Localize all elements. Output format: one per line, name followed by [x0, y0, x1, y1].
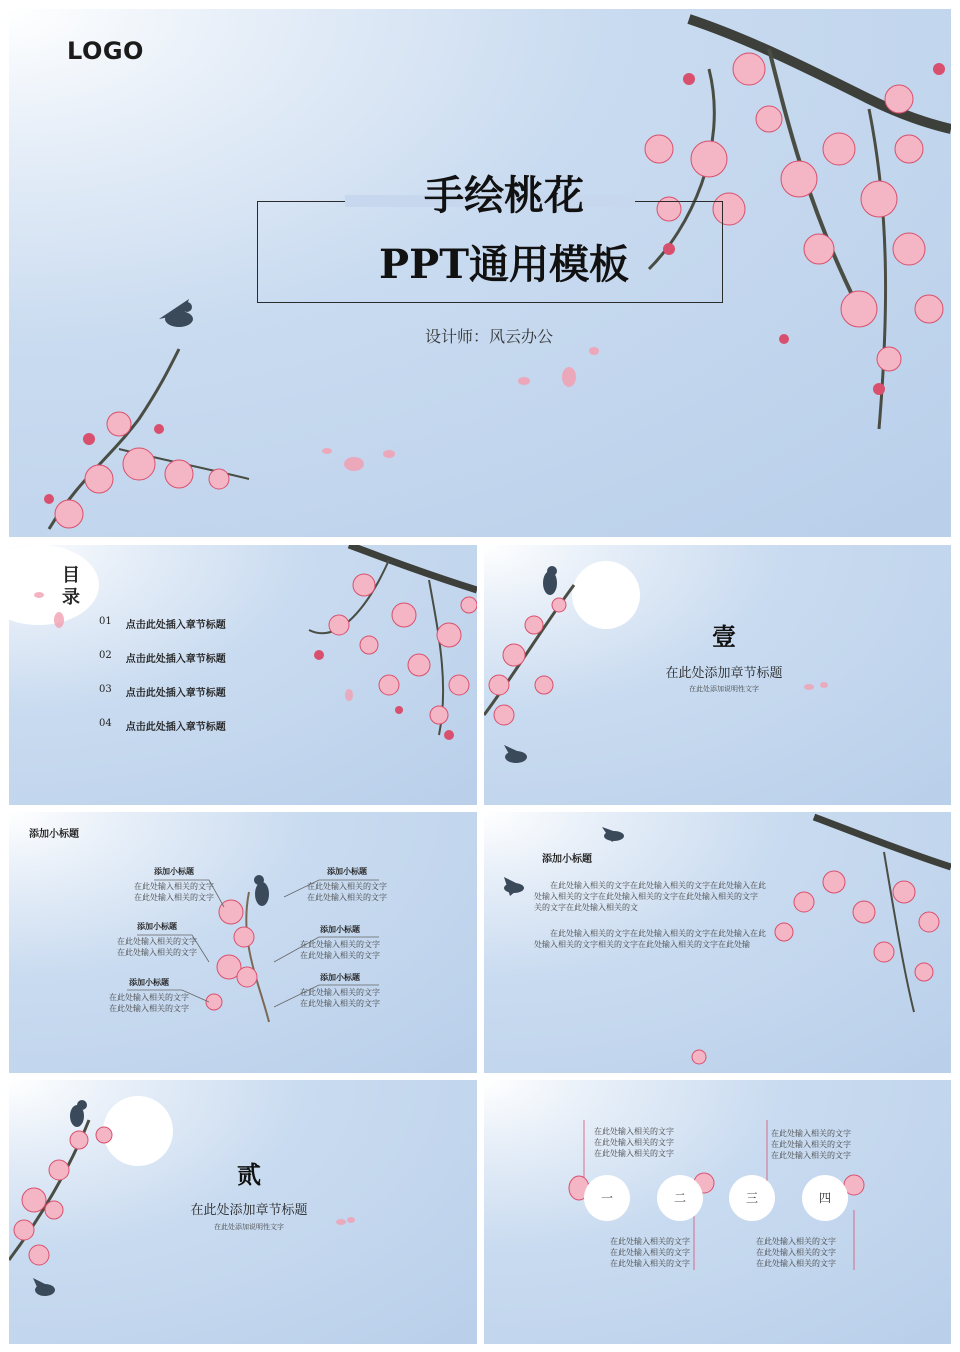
block-text: 在此处输入相关的文字 [300, 988, 380, 997]
block-text: 在此处输入相关的文字 [134, 882, 214, 891]
node-label: 二 [673, 1191, 686, 1205]
block-text: 在此处输入相关的文字 [117, 937, 197, 946]
toc-slide[interactable] [9, 545, 477, 805]
chapter-title: 在此处添加章节标题 [190, 1203, 308, 1218]
block-title: 添加小标题 [154, 866, 194, 876]
logo: LOGO [67, 37, 144, 65]
block-title: 添加小标题 [129, 977, 169, 987]
slide-heading: 添加小标题 [29, 829, 79, 840]
timeline-text: 在此处输入相关的文字 [771, 1129, 851, 1138]
timeline-text-block [771, 1128, 861, 1161]
timeline-text: 在此处输入相关的文字 [594, 1127, 674, 1136]
toc-item[interactable] [99, 650, 226, 684]
chapter-numeral: 壹 [712, 622, 736, 651]
block-text: 在此处输入相关的文字 [300, 999, 380, 1008]
block-text: 在此处输入相关的文字 [117, 948, 197, 957]
toc-item-number: 03 [99, 684, 112, 695]
timeline-text: 在此处输入相关的文字 [594, 1138, 674, 1147]
block-title: 添加小标题 [137, 921, 177, 931]
chapter-numeral: 贰 [237, 1160, 261, 1189]
timeline-text: 在此处输入相关的文字 [756, 1248, 836, 1257]
diagram-block [102, 921, 212, 958]
timeline-text-block [610, 1236, 700, 1269]
toc-item-label: 点击此处插入章节标题 [125, 654, 226, 665]
main-title-line2: PPT通用模板 [379, 241, 629, 288]
toc-item-label: 点击此处插入章节标题 [125, 620, 226, 631]
text-slide[interactable] [484, 812, 951, 1073]
slide-heading: 添加小标题 [542, 854, 592, 865]
timeline-text: 在此处输入相关的文字 [610, 1237, 690, 1246]
chapter-description: 在此处添加说明性文字 [214, 1223, 284, 1231]
block-title: 添加小标题 [320, 924, 360, 934]
block-title: 添加小标题 [327, 866, 367, 876]
diagram-block [285, 924, 395, 961]
paragraph-line: 在此处输入相关的文字在此处输入相关的文字在此处输入在此 [550, 929, 766, 938]
timeline-text: 在此处输入相关的文字 [771, 1140, 851, 1149]
timeline-text: 在此处输入相关的文字 [756, 1259, 836, 1268]
node-label: 三 [745, 1191, 758, 1205]
toc-item-label: 点击此处插入章节标题 [125, 722, 226, 733]
toc-item[interactable] [99, 616, 226, 650]
timeline-node[interactable] [729, 1175, 775, 1221]
timeline-text: 在此处输入相关的文字 [594, 1149, 674, 1158]
paragraph [534, 928, 774, 950]
timeline-text: 在此处输入相关的文字 [610, 1259, 690, 1268]
diagram-block [94, 977, 204, 1014]
paragraph-line: 关的文字在此处输入相关的文 [534, 903, 638, 912]
block-text: 在此处输入相关的文字 [300, 940, 380, 949]
node-label: 四 [818, 1191, 831, 1205]
chapter1-slide[interactable] [484, 545, 951, 805]
timeline-text-block [594, 1126, 684, 1159]
timeline-text: 在此处输入相关的文字 [756, 1237, 836, 1246]
diagram-block [292, 866, 402, 903]
paragraph [534, 880, 774, 913]
designer-credit: 设计师：风云办公 [424, 327, 553, 346]
timeline-text: 在此处输入相关的文字 [610, 1248, 690, 1257]
chapter-description: 在此处添加说明性文字 [689, 685, 759, 693]
chapter2-slide[interactable] [9, 1080, 477, 1344]
paragraph-line: 处输入相关的文字在此处输入相关的文字在此处输入相关的文字 [534, 892, 758, 901]
toc-list [99, 616, 226, 752]
peach-branch-illustration [9, 545, 477, 805]
paragraph-line: 处输入相关的文字相关的文字在此处输入相关的文字在此处输 [534, 940, 750, 949]
timeline-text-block [756, 1236, 846, 1269]
toc-title: 目录 [62, 565, 80, 608]
diagram-block [119, 866, 229, 903]
block-text: 在此处输入相关的文字 [307, 882, 387, 891]
timeline-node[interactable] [802, 1175, 848, 1221]
toc-item[interactable] [99, 718, 226, 752]
cover-slide[interactable] [9, 9, 951, 537]
toc-item[interactable] [99, 684, 226, 718]
block-title: 添加小标题 [320, 972, 360, 982]
timeline-node[interactable] [657, 1175, 703, 1221]
block-text: 在此处输入相关的文字 [109, 993, 189, 1002]
node-label: 一 [600, 1191, 613, 1205]
timeline-slide[interactable] [484, 1080, 951, 1344]
timeline-lines [484, 1080, 951, 1344]
block-text: 在此处输入相关的文字 [300, 951, 380, 960]
timeline-node[interactable] [584, 1175, 630, 1221]
toc-item-label: 点击此处插入章节标题 [125, 688, 226, 699]
toc-item-number: 01 [99, 616, 112, 627]
diagram-slide[interactable] [9, 812, 477, 1073]
block-text: 在此处输入相关的文字 [307, 893, 387, 902]
flower-branch-illustration [9, 812, 477, 1073]
paragraph-line: 在此处输入相关的文字在此处输入相关的文字在此处输入在此 [550, 881, 766, 890]
chapter-title: 在此处添加章节标题 [665, 666, 783, 681]
diagram-block [285, 972, 395, 1009]
timeline-text: 在此处输入相关的文字 [771, 1151, 851, 1160]
toc-item-number: 04 [99, 718, 112, 729]
block-text: 在此处输入相关的文字 [134, 893, 214, 902]
toc-item-number: 02 [99, 650, 112, 661]
block-text: 在此处输入相关的文字 [109, 1004, 189, 1013]
main-title-line1: 手绘桃花 [424, 172, 584, 219]
